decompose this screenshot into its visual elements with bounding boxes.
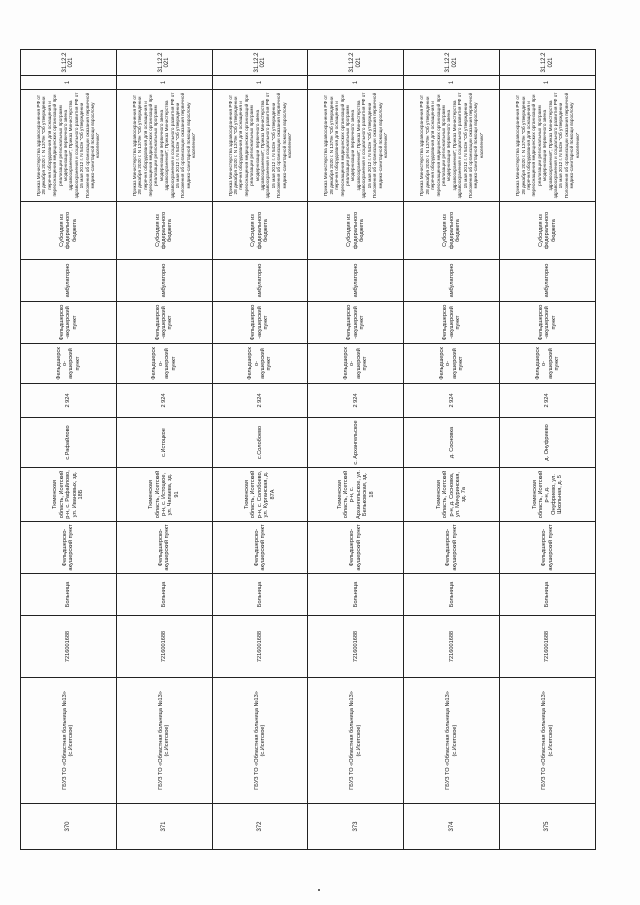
cell-unit-type: Больница — [212, 574, 308, 616]
cell-code: 7216001688 — [116, 616, 212, 678]
cell-date: 31.12.2021 — [404, 50, 500, 76]
cell-locality: д. Сосновка — [404, 418, 500, 468]
cell-profile1: Фельдшерско-акушерский пункт — [21, 344, 117, 384]
cell-basis: Приказ Министерства здравоохранения РФ от 28 декабря 2020 г. N 1379н "Об утверждении перечня оборудования для оснащения и переоснащения медицинских организаций при реализации региональных программ модернизации первичного звена здравоохранения"; Приказ Министерства здравоохранения и социального развития РФ от 15 мая 2012 г. N 543н "Об утверждении Положения об организации оказания первичной медико-санитарной помощи взрослому населению" — [404, 90, 500, 202]
cell-qty: 1 — [21, 76, 117, 90]
cell-code: 7216001688 — [21, 616, 117, 678]
cell-qty: 1 — [116, 76, 212, 90]
cell-org: ГБУЗ ТО «Областная больница №13» (с.Исетское) — [21, 678, 117, 804]
cell-unit-type: Больница — [308, 574, 404, 616]
cell-okved: 2 924 — [500, 384, 596, 418]
cell-org: ГБУЗ ТО «Областная больница №13» (с.Исетское) — [212, 678, 308, 804]
cell-subdivision: Фельдшерско-акушерский пункт — [212, 522, 308, 574]
cell-profile1: Фельдшерско-акушерский пункт — [212, 344, 308, 384]
cell-source: Субсидия из федерального бюджета — [404, 202, 500, 260]
cell-care: амбулаторно — [21, 260, 117, 302]
cell-qty: 1 — [500, 76, 596, 90]
cell-num: 375 — [500, 804, 596, 850]
cell-address: Тюменская область, Исетский р-н, с. Истоцкое, ул. Чапаева, зд. 91 — [116, 468, 212, 522]
cell-address: Тюменская область, Исетский р-н, с. Солобоево, ул. Курганская, д. 87А — [212, 468, 308, 522]
cell-num: 374 — [404, 804, 500, 850]
cell-care: амбулаторно — [500, 260, 596, 302]
cell-qty: 1 — [308, 76, 404, 90]
cell-okved: 2 924 — [404, 384, 500, 418]
table-row — [404, 50, 500, 850]
cell-care: амбулаторно — [116, 260, 212, 302]
cell-num: 373 — [308, 804, 404, 850]
cell-num: 372 — [212, 804, 308, 850]
cell-date: 31.12.2021 — [116, 50, 212, 76]
cell-code: 7216001688 — [308, 616, 404, 678]
cell-qty: 1 — [404, 76, 500, 90]
cell-subdivision: Фельдшерско-акушерский пункт — [116, 522, 212, 574]
cell-org: ГБУЗ ТО «Областная больница №13» (с.Исетское) — [404, 678, 500, 804]
table-row — [116, 50, 212, 850]
equipment-table — [20, 49, 596, 850]
cell-num: 371 — [116, 804, 212, 850]
cell-address: Тюменская область, Исетский р-н, д. Онуфриево, ул. Школьная, д. 5 — [500, 468, 596, 522]
cell-basis: Приказ Министерства здравоохранения РФ от 28 декабря 2020 г. N 1379н "Об утверждении перечня оборудования для оснащения и переоснащения медицинских организаций при реализации региональных программ модернизации первичного звена здравоохранения"; Приказ Министерства здравоохранения и социального развития РФ от 15 мая 2012 г. N 543н "Об утверждении Положения об организации оказания первичной медико-санитарной помощи взрослому населению" — [212, 90, 308, 202]
cell-num: 370 — [21, 804, 117, 850]
cell-okved: 2 924 — [21, 384, 117, 418]
cell-unit-type: Больница — [500, 574, 596, 616]
cell-profile2: Фельдшерско-акушерский пункт — [404, 302, 500, 344]
cell-okved: 2 924 — [308, 384, 404, 418]
cell-unit-type: Больница — [116, 574, 212, 616]
cell-locality: с.Истоцкое — [116, 418, 212, 468]
cell-qty: 1 — [212, 76, 308, 90]
table-row — [212, 50, 308, 850]
cell-date: 31.12.2021 — [308, 50, 404, 76]
cell-code: 7216001688 — [500, 616, 596, 678]
cell-profile2: Фельдшерско-акушерский пункт — [212, 302, 308, 344]
cell-profile1: Фельдшерско-акушерский пункт — [308, 344, 404, 384]
cell-subdivision: Фельдшерско-акушерский пункт — [500, 522, 596, 574]
cell-care: амбулаторно — [212, 260, 308, 302]
cell-basis: Приказ Министерства здравоохранения РФ от 28 декабря 2020 г. N 1379н "Об утверждении перечня оборудования для оснащения и переоснащения медицинских организаций при реализации региональных программ модернизации первичного звена здравоохранения"; Приказ Министерства здравоохранения и социального развития РФ от 15 мая 2012 г. N 543н "Об утверждении Положения об организации оказания первичной медико-санитарной помощи взрослому населению" — [21, 90, 117, 202]
cell-okved: 2 924 — [116, 384, 212, 418]
cell-subdivision: Фельдшерско-акушерский пункт — [404, 522, 500, 574]
cell-locality: с. Архангельское — [308, 418, 404, 468]
cell-org: ГБУЗ ТО «Областная больница №13» (с.Исетское) — [308, 678, 404, 804]
cell-org: ГБУЗ ТО «Областная больница №13» (с.Исетское) — [116, 678, 212, 804]
cell-subdivision: Фельдшерско-акушерский пункт — [21, 522, 117, 574]
cell-basis: Приказ Министерства здравоохранения РФ от 28 декабря 2020 г. N 1379н "Об утверждении перечня оборудования для оснащения и переоснащения медицинских организаций при реализации региональных программ модернизации первичного звена здравоохранения"; Приказ Министерства здравоохранения и социального развития РФ от 15 мая 2012 г. N 543н "Об утверждении Положения об организации оказания первичной медико-санитарной помощи взрослому населению" — [500, 90, 596, 202]
cell-org: ГБУЗ ТО «Областная больница №13» (с.Исетское) — [500, 678, 596, 804]
cell-basis: Приказ Министерства здравоохранения РФ от 28 декабря 2020 г. N 1379н "Об утверждении перечня оборудования для оснащения и переоснащения медицинских организаций при реализации региональных программ модернизации первичного звена здравоохранения"; Приказ Министерства здравоохранения и социального развития РФ от 15 мая 2012 г. N 543н "Об утверждении Положения об организации оказания первичной медико-санитарной помощи взрослому населению" — [116, 90, 212, 202]
cell-unit-type: Больница — [21, 574, 117, 616]
cell-profile2: Фельдшерско-акушерский пункт — [21, 302, 117, 344]
cell-locality: д. Онуфриево — [500, 418, 596, 468]
cell-profile1: Фельдшерско-акушерский пункт — [404, 344, 500, 384]
cell-date: 31.12.2021 — [212, 50, 308, 76]
cell-unit-type: Больница — [404, 574, 500, 616]
cell-code: 7216001688 — [212, 616, 308, 678]
cell-address: Тюменская область, Исетский р-н, с. Архангельское, ул. Бельковская, зд. 18 — [308, 468, 404, 522]
cell-subdivision: Фельдшерско-акушерский пункт — [308, 522, 404, 574]
cell-locality: с.Рафайлово — [21, 418, 117, 468]
cell-date: 31.12.2021 — [21, 50, 117, 76]
cell-source: Субсидия из федерального бюджета — [212, 202, 308, 260]
cell-profile1: Фельдшерско-акушерский пункт — [500, 344, 596, 384]
scan-speck — [318, 889, 320, 891]
cell-profile1: Фельдшерско-акушерский пункт — [116, 344, 212, 384]
table-row — [308, 50, 404, 850]
cell-locality: с.Солобоево — [212, 418, 308, 468]
cell-source: Субсидия из федерального бюджета — [116, 202, 212, 260]
cell-source: Субсидия из федерального бюджета — [21, 202, 117, 260]
cell-address: Тюменская область, Исетский р-н, с. Рафайлово, ул. Ивановых, зд. 18Б — [21, 468, 117, 522]
table-row — [500, 50, 596, 850]
cell-source: Субсидия из федерального бюджета — [308, 202, 404, 260]
cell-source: Субсидия из федерального бюджета — [500, 202, 596, 260]
table-body — [21, 50, 596, 850]
cell-care: амбулаторно — [308, 260, 404, 302]
cell-basis: Приказ Министерства здравоохранения РФ от 28 декабря 2020 г. N 1379н "Об утверждении перечня оборудования для оснащения и переоснащения медицинских организаций при реализации региональных программ модернизации первичного звена здравоохранения"; Приказ Министерства здравоохранения и социального развития РФ от 15 мая 2012 г. N 543н "Об утверждении Положения об организации оказания первичной медико-санитарной помощи взрослому населению" — [308, 90, 404, 202]
cell-address: Тюменская область, Исетский р-н, д. Сосновка, ул. Мичуринская, зд. 7а — [404, 468, 500, 522]
rotated-table-container — [20, 50, 596, 850]
cell-care: амбулаторно — [404, 260, 500, 302]
cell-profile2: Фельдшерско-акушерский пункт — [500, 302, 596, 344]
cell-code: 7216001688 — [404, 616, 500, 678]
cell-date: 31.12.2021 — [500, 50, 596, 76]
cell-profile2: Фельдшерско-акушерский пункт — [308, 302, 404, 344]
cell-okved: 2 924 — [212, 384, 308, 418]
table-row — [21, 50, 117, 850]
cell-profile2: Фельдшерско-акушерский пункт — [116, 302, 212, 344]
